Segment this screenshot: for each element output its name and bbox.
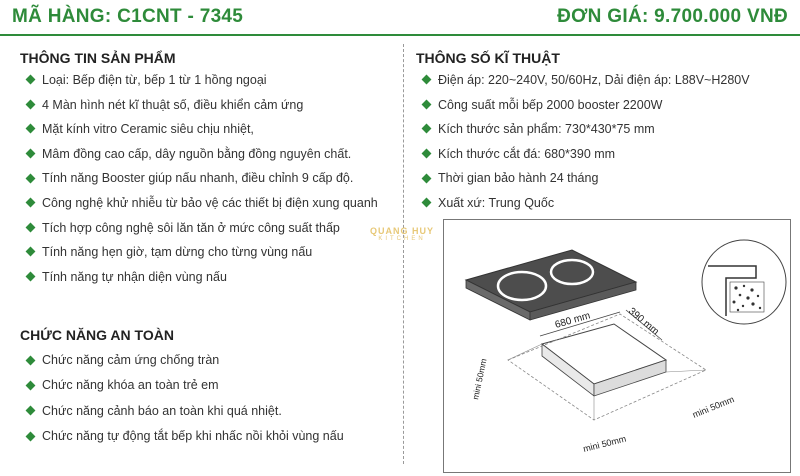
- list-item: Chức năng khóa an toàn trẻ em: [22, 373, 402, 398]
- watermark-line1: QUANG HUY: [369, 226, 434, 236]
- clearance-left-label: mini 50mm: [470, 357, 489, 401]
- installation-diagram: [443, 219, 791, 473]
- product-info-list: [22, 68, 402, 289]
- dimension-width-label: 390 mm: [626, 305, 661, 338]
- diagram-svg: [444, 220, 792, 474]
- list-item: Chức năng cảm ứng chống tràn: [22, 348, 402, 373]
- list-item: Kích thước sản phẩm: 730*430*75 mm: [418, 117, 793, 142]
- list-item: Thời gian bảo hành 24 tháng: [418, 166, 793, 191]
- safety-list: [22, 348, 402, 449]
- list-item: Loại: Bếp điện từ, bếp 1 từ 1 hồng ngoại: [22, 68, 402, 93]
- clearance-guide-left: [508, 344, 542, 360]
- list-item: Điện áp: 220~240V, 50/60Hz, Dải điện áp: L88V~H280V: [418, 68, 793, 93]
- list-item: Công suất mỗi bếp 2000 booster 2200W: [418, 93, 793, 118]
- list-item: Kích thước cắt đá: 680*390 mm: [418, 142, 793, 167]
- page-header: [0, 0, 800, 32]
- list-item: 4 Màn hình nét kĩ thuật số, điều khiển cảm ứng: [22, 93, 402, 118]
- list-item: Xuất xứ: Trung Quốc: [418, 191, 793, 216]
- clearance-guide-right: [666, 370, 706, 372]
- cooktop-surface: [466, 250, 636, 312]
- clearance-right-label: mini 50mm: [691, 394, 736, 420]
- column-divider: [403, 44, 404, 464]
- list-item: Chức năng tự động tắt bếp khi nhấc nồi khỏi vùng nấu: [22, 424, 402, 449]
- list-item: Tích hợp công nghệ sôi lăn tăn ở mức công suất thấp: [22, 216, 402, 241]
- specs-title: THÔNG SỐ KĨ THUẬT: [416, 50, 560, 66]
- watermark-line2: KITCHEN: [378, 236, 426, 242]
- list-item: Tính năng tự nhận diện vùng nấu: [22, 265, 402, 290]
- dimension-length-label: 680 mm: [553, 310, 592, 331]
- product-info-title: THÔNG TIN SẢN PHẨM: [20, 50, 176, 66]
- list-item: Tính năng Booster giúp nấu nhanh, điều chỉnh 9 cấp độ.: [22, 166, 402, 191]
- list-item: Mặt kính vitro Ceramic siêu chịu nhiệt,: [22, 117, 402, 142]
- product-code: MÃ HÀNG: C1CNT - 7345: [12, 6, 244, 27]
- list-item: Chức năng cảnh báo an toàn khi quá nhiệt.: [22, 399, 402, 424]
- list-item: Tính năng hẹn giờ, tạm dừng cho từng vùng nấu: [22, 240, 402, 265]
- header-divider: [0, 34, 800, 36]
- product-price: ĐƠN GIÁ: 9.700.000 VNĐ: [557, 6, 788, 27]
- specs-list: [418, 68, 793, 216]
- list-item: Mâm đồng cao cấp, dây nguồn bằng đồng nguyên chất.: [22, 142, 402, 167]
- clearance-bottom-label: mini 50mm: [582, 433, 628, 454]
- watermark-logo: [358, 226, 446, 242]
- safety-title: CHỨC NĂNG AN TOÀN: [20, 327, 174, 343]
- list-item: Công nghệ khử nhiễu từ bảo vệ các thiết bị điện xung quanh: [22, 191, 402, 216]
